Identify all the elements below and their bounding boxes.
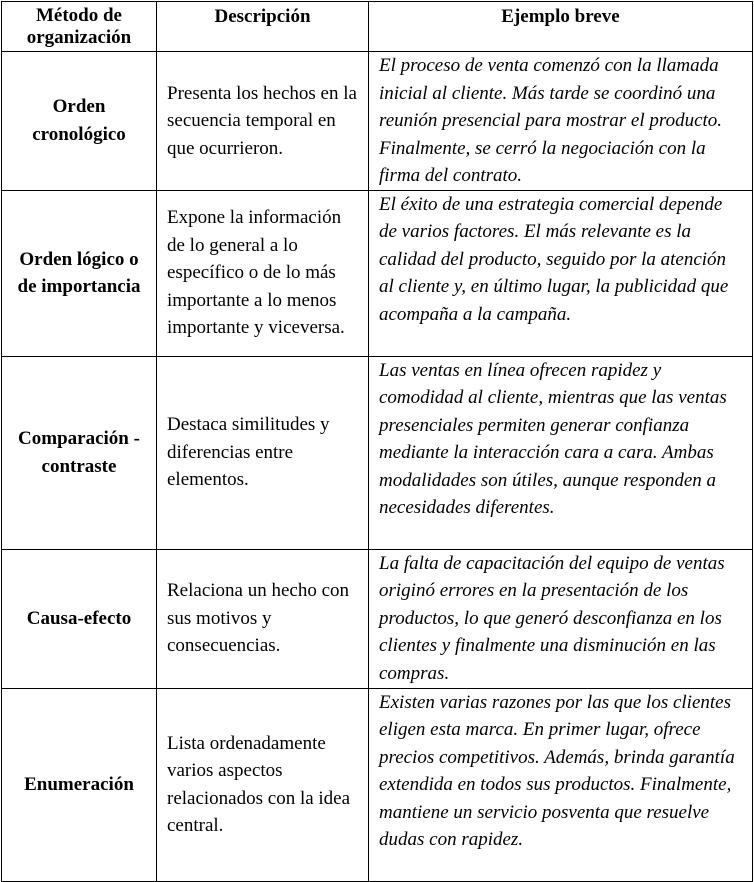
table-row [2, 688, 753, 881]
header-description: Descripción [157, 2, 369, 52]
table-row [2, 549, 753, 688]
row-description-cell: Lista ordenadamente varios aspectos relacionados con la idea central. [157, 688, 369, 881]
header-method: Método de organización [2, 2, 157, 52]
table-header-row [2, 2, 753, 52]
row-example-cell: Existen varias razones por las que los clientes eligen esta marca. En primer lugar, ofrece precios competitivos. Además, brinda garantía extendida en todos sus productos. Finalmente, mantiene un servicio posventa que resuelve dudas con rapidez. [369, 688, 753, 881]
row-description-cell: Relaciona un hecho con sus motivos y consecuencias. [157, 549, 369, 688]
row-example-cell: Las ventas en línea ofrecen rapidez y comodidad al cliente, mientras que las ventas presenciales permiten generar confianza mediante la interacción cara a cara. Ambas modalidades son útiles, aunque responden a necesidades diferentes. [369, 356, 753, 549]
row-example-cell: El éxito de una estrategia comercial depende de varios factores. El más relevante es la calidad del producto, seguido por la atención al cliente y, en último lugar, la publicidad que acompaña a la campaña. [369, 190, 753, 356]
table-row [2, 190, 753, 356]
row-description-cell: Expone la información de lo general a lo específico o de lo más importante a lo menos importante y viceversa. [157, 190, 369, 356]
row-example-cell: El proceso de venta comenzó con la llamada inicial al cliente. Más tarde se coordinó una reunión presencial para mostrar el producto. Finalmente, se cerró la negociación con la firma del contrato. [369, 52, 753, 191]
table-row [2, 52, 753, 191]
row-description-cell: Destaca similitudes y diferencias entre elementos. [157, 356, 369, 549]
row-method-cell: Comparación - contraste [2, 356, 157, 549]
row-description-cell: Presenta los hechos en la secuencia temporal en que ocurrieron. [157, 52, 369, 191]
header-example: Ejemplo breve [369, 2, 753, 52]
row-example-cell: La falta de capacitación del equipo de ventas originó errores en la presentación de los productos, lo que generó desconfianza en los clientes y finalmente una disminución en las compras. [369, 549, 753, 688]
organization-methods-table [1, 1, 753, 882]
row-method-cell: Causa-efecto [2, 549, 157, 688]
row-method-cell: Enumeración [2, 688, 157, 881]
table-row [2, 356, 753, 549]
row-method-cell: Orden lógico o de importancia [2, 190, 157, 356]
row-method-cell: Orden cronológico [2, 52, 157, 191]
